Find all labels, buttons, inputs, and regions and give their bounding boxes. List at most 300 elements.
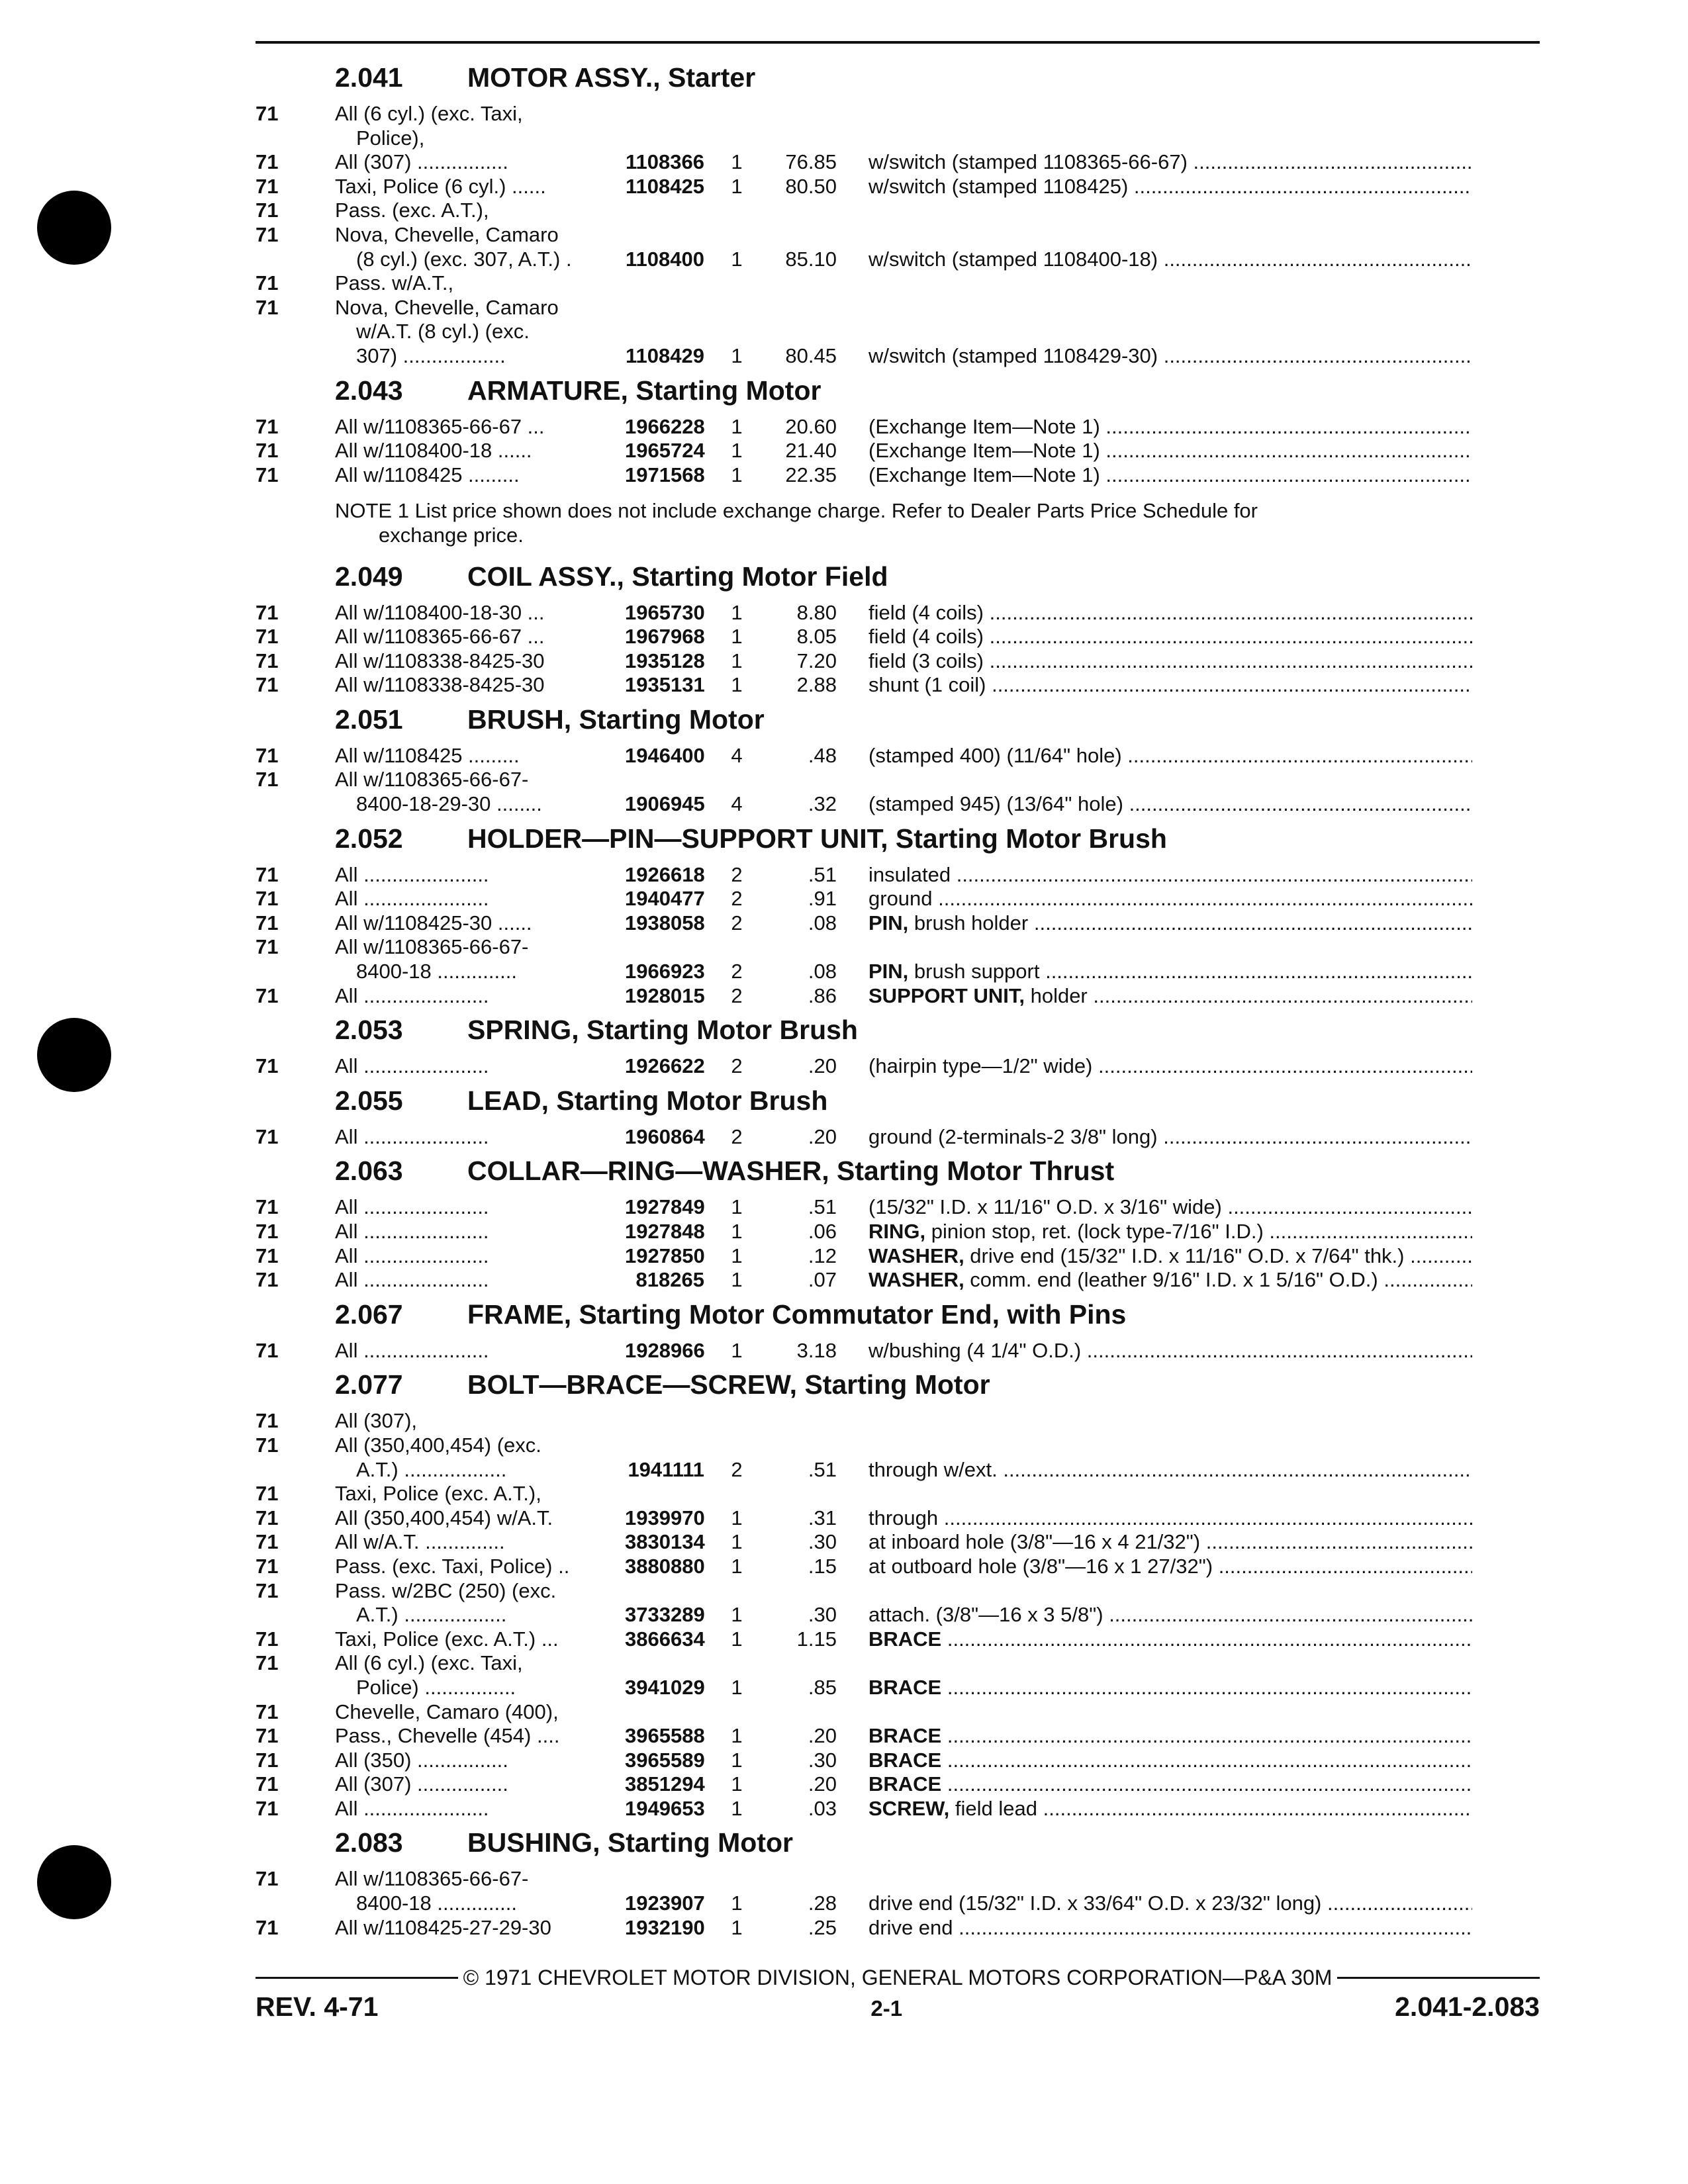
part-row: [256, 649, 1540, 674]
description: PIN, brush holder .....: [837, 911, 1472, 936]
part-row: [256, 126, 1540, 151]
part-number: 1108366: [626, 150, 704, 174]
application: Pass. w/2BC (250) (exc.: [335, 1578, 557, 1602]
application: All (6 cyl.) (exc. Taxi,: [335, 1651, 523, 1675]
application: All ......................: [335, 1054, 489, 1078]
application: All w/1108338-8425-30: [335, 649, 545, 672]
description: field (3 coils) .....: [837, 649, 1472, 674]
part-row: [256, 271, 1540, 296]
list-price: .07: [808, 1268, 837, 1292]
quantity: 1: [731, 1220, 743, 1243]
part-row: [256, 296, 1540, 320]
part-row: [256, 1054, 1540, 1079]
section-title: COIL ASSY., Starting Motor Field: [467, 561, 888, 592]
section-number: 2.067: [335, 1298, 403, 1330]
section-number: 2.051: [335, 704, 403, 735]
model-year: 71: [256, 222, 279, 246]
application: Taxi, Police (exc. A.T.) ...: [335, 1627, 559, 1651]
model-year: 71: [256, 673, 279, 697]
part-row: [256, 175, 1540, 199]
part-row: [256, 1506, 1540, 1531]
application: All ......................: [335, 1220, 489, 1243]
model-year: 71: [256, 768, 279, 792]
quantity: 2: [731, 862, 743, 886]
description: (Exchange Item—Note 1) .....: [837, 439, 1472, 463]
part-row: [256, 1916, 1540, 1940]
binder-hole: [37, 1018, 111, 1092]
part-number: 1949653: [625, 1796, 705, 1820]
application: All ......................: [335, 1195, 489, 1219]
quantity: 4: [731, 792, 743, 816]
list-price: .25: [808, 1915, 837, 1939]
model-year: 71: [256, 743, 279, 767]
part-row: [256, 1867, 1540, 1891]
part-number: 1928015: [625, 983, 705, 1007]
part-row: [256, 102, 1540, 126]
part-row: [256, 1195, 1540, 1220]
section-title: BOLT—BRACE—SCREW, Starting Motor: [467, 1369, 990, 1400]
part-row: [256, 601, 1540, 625]
quantity: 2: [731, 887, 743, 911]
part-row: [256, 1339, 1540, 1363]
model-year: 71: [256, 463, 279, 486]
catalog-section: [256, 555, 1540, 698]
description: attach. (3/8"—16 x 3 5/8") .....: [837, 1603, 1472, 1627]
catalog-section: [256, 698, 1540, 817]
section-number: 2.041: [335, 62, 403, 93]
part-number: 1939970: [625, 1506, 705, 1529]
description: (stamped 945) (13/64" hole) .....: [837, 792, 1472, 817]
section-number: 2.083: [335, 1827, 403, 1858]
part-number: 1960864: [625, 1124, 705, 1148]
list-price: 80.45: [785, 343, 837, 367]
part-number: 1935131: [625, 673, 705, 697]
list-price: .20: [808, 1124, 837, 1148]
part-number: 1108425: [626, 174, 704, 198]
binder-hole: [37, 1845, 111, 1919]
quantity: 1: [731, 1338, 743, 1362]
section-title: COLLAR—RING—WASHER, Starting Motor Thrust: [467, 1156, 1115, 1187]
list-price: 80.50: [785, 174, 837, 198]
quantity: 1: [731, 174, 743, 198]
list-price: .06: [808, 1220, 837, 1243]
part-number: 1966228: [625, 414, 705, 438]
section-number: 2.043: [335, 375, 403, 406]
model-year: 71: [256, 1700, 279, 1723]
application: All w/1108365-66-67-: [335, 935, 529, 959]
application: All w/1108425 .........: [335, 463, 520, 486]
description: drive end (15/32" I.D. x 33/64" O.D. x 23/32" long) .....: [837, 1891, 1472, 1916]
application: 8400-18 ..............: [356, 960, 517, 983]
part-row: [256, 887, 1540, 911]
section-title: LEAD, Starting Motor Brush: [467, 1085, 828, 1116]
list-price: .15: [808, 1554, 837, 1578]
part-number: 818265: [635, 1268, 704, 1292]
model-year: 71: [256, 911, 279, 934]
model-year: 71: [256, 887, 279, 911]
model-year: 71: [256, 439, 279, 463]
model-year: 71: [256, 1651, 279, 1675]
quantity: 1: [731, 1748, 743, 1772]
model-year: 71: [256, 649, 279, 672]
list-price: 2.88: [796, 673, 837, 697]
part-row: [256, 1220, 1540, 1244]
application: Nova, Chevelle, Camaro: [335, 222, 559, 246]
quantity: 1: [731, 1195, 743, 1219]
part-row: [256, 320, 1540, 344]
part-number: 1923907: [625, 1891, 705, 1915]
part-number: 1928966: [625, 1338, 705, 1362]
section-heading: [256, 555, 1540, 601]
part-row: [256, 1555, 1540, 1579]
part-row: [256, 1244, 1540, 1269]
part-row: [256, 344, 1540, 369]
model-year: 71: [256, 1530, 279, 1554]
application: All (307),: [335, 1409, 418, 1433]
section-title: SPRING, Starting Motor Brush: [467, 1015, 858, 1046]
list-price: .32: [808, 792, 837, 816]
part-row: [256, 1627, 1540, 1652]
part-number: 3965589: [625, 1748, 705, 1772]
model-year: 71: [256, 1627, 279, 1651]
model-year: 71: [256, 102, 279, 125]
description: WASHER, drive end (15/32" I.D. x 11/16" O.D. x 7/64" thk.) .....: [837, 1244, 1472, 1269]
quantity: 1: [731, 1772, 743, 1796]
model-year: 71: [256, 600, 279, 624]
catalog-section: [256, 369, 1540, 488]
application: Taxi, Police (6 cyl.) ......: [335, 174, 546, 198]
list-price: .30: [808, 1748, 837, 1772]
quantity: 1: [731, 343, 743, 367]
part-row: [256, 1651, 1540, 1676]
description: PIN, brush support .....: [837, 960, 1472, 984]
description: BRACE .....: [837, 1772, 1472, 1797]
model-year: 71: [256, 1268, 279, 1292]
part-row: [256, 673, 1540, 698]
part-row: [256, 1125, 1540, 1150]
section-title: MOTOR ASSY., Starter: [467, 62, 756, 93]
part-number: 3965588: [625, 1724, 705, 1748]
description: (Exchange Item—Note 1) .....: [837, 463, 1472, 488]
section-heading: [256, 1079, 1540, 1125]
application: All ......................: [335, 983, 489, 1007]
quantity: 1: [731, 1554, 743, 1578]
section-title: BRUSH, Starting Motor: [467, 704, 765, 735]
quantity: 2: [731, 960, 743, 983]
application: (8 cyl.) (exc. 307, A.T.) .: [356, 247, 572, 271]
list-price: .03: [808, 1796, 837, 1820]
quantity: 1: [731, 1530, 743, 1554]
model-year: 71: [256, 1244, 279, 1267]
section-range: 2.041-2.083: [1395, 1991, 1540, 2022]
part-row: [256, 248, 1540, 272]
part-row: [256, 863, 1540, 887]
section-heading: [256, 1149, 1540, 1195]
application: All w/1108425-30 ......: [335, 911, 532, 934]
quantity: 1: [731, 439, 743, 463]
quantity: 1: [731, 1724, 743, 1748]
part-row: [256, 1700, 1540, 1725]
application: 8400-18-29-30 ........: [356, 792, 542, 816]
description: ground .....: [837, 887, 1472, 911]
application: All ......................: [335, 887, 489, 911]
model-year: 71: [256, 199, 279, 222]
quantity: 1: [731, 1603, 743, 1627]
catalog-section: [256, 1079, 1540, 1150]
list-price: .20: [808, 1054, 837, 1078]
application: Pass. w/A.T.,: [335, 271, 454, 295]
application: All ......................: [335, 1124, 489, 1148]
section-number: 2.053: [335, 1015, 403, 1046]
part-number: 1926622: [625, 1054, 705, 1078]
application: Police),: [356, 126, 425, 150]
application: All w/1108365-66-67 ...: [335, 414, 545, 438]
list-price: 22.35: [785, 463, 837, 486]
part-number: 1108400: [626, 247, 704, 271]
application: All (350,400,454) (exc.: [335, 1433, 541, 1457]
description: SUPPORT UNIT, holder .....: [837, 984, 1472, 1009]
model-year: 71: [256, 862, 279, 886]
model-year: 71: [256, 1338, 279, 1362]
part-number: 1965730: [625, 600, 705, 624]
part-row: [256, 625, 1540, 649]
quantity: 1: [731, 1891, 743, 1915]
description: drive end .....: [837, 1916, 1472, 1940]
part-row: [256, 984, 1540, 1009]
description: at outboard hole (3/8"—16 x 1 27/32") .....: [837, 1555, 1472, 1579]
part-row: [256, 1772, 1540, 1797]
page-number: 2-1: [870, 1996, 903, 2021]
quantity: 1: [731, 1915, 743, 1939]
section-title: BUSHING, Starting Motor: [467, 1827, 793, 1858]
quantity: 1: [731, 600, 743, 624]
part-row: [256, 1409, 1540, 1433]
model-year: 71: [256, 1796, 279, 1820]
model-year: 71: [256, 1195, 279, 1219]
description: BRACE .....: [837, 1627, 1472, 1652]
part-number: 1927849: [625, 1195, 705, 1219]
application: All (6 cyl.) (exc. Taxi,: [335, 102, 523, 125]
description: RING, pinion stop, ret. (lock type-7/16" I.D.) .....: [837, 1220, 1472, 1244]
quantity: 1: [731, 673, 743, 697]
application: Taxi, Police (exc. A.T.),: [335, 1482, 541, 1506]
list-price: .08: [808, 911, 837, 934]
catalog-section: [256, 1008, 1540, 1079]
application: 307) ..................: [356, 343, 506, 367]
part-row: [256, 935, 1540, 960]
list-price: .08: [808, 960, 837, 983]
application: All (350) ................: [335, 1748, 508, 1772]
part-number: 3733289: [625, 1603, 705, 1627]
list-price: .51: [808, 1195, 837, 1219]
part-row: [256, 1724, 1540, 1749]
part-number: 1932190: [625, 1915, 705, 1939]
model-year: 71: [256, 935, 279, 959]
description: WASHER, comm. end (leather 9/16" I.D. x 1 5/16" O.D.) .....: [837, 1268, 1472, 1293]
description: (hairpin type—1/2" wide) .....: [837, 1054, 1472, 1079]
section-number: 2.049: [335, 561, 403, 592]
list-price: .51: [808, 862, 837, 886]
model-year: 71: [256, 1915, 279, 1939]
application: All w/1108365-66-67-: [335, 768, 529, 792]
application: All ......................: [335, 1796, 489, 1820]
quantity: 1: [731, 1796, 743, 1820]
binder-hole: [37, 191, 111, 265]
part-row: [256, 792, 1540, 817]
application: All ......................: [335, 1338, 489, 1362]
part-number: 3880880: [625, 1554, 705, 1578]
section-title: FRAME, Starting Motor Commutator End, with Pins: [467, 1298, 1127, 1330]
part-number: 1935128: [625, 649, 705, 672]
list-price: .31: [808, 1506, 837, 1529]
catalog-section: [256, 1149, 1540, 1292]
part-row: [256, 1676, 1540, 1700]
model-year: 71: [256, 625, 279, 649]
description: insulated .....: [837, 863, 1472, 887]
part-number: 1966923: [625, 960, 705, 983]
note-1: [256, 499, 1460, 547]
model-year: 71: [256, 414, 279, 438]
quantity: 2: [731, 1124, 743, 1148]
model-year: 71: [256, 1054, 279, 1078]
section-number: 2.052: [335, 823, 403, 854]
section-number: 2.077: [335, 1369, 403, 1400]
model-year: 71: [256, 1772, 279, 1796]
section-heading: [256, 1293, 1540, 1339]
catalog-section: [256, 1821, 1540, 1940]
section-heading: [256, 1821, 1540, 1867]
quantity: 4: [731, 743, 743, 767]
application: A.T.) ..................: [356, 1457, 507, 1481]
section-heading: [256, 369, 1540, 415]
description: (15/32" I.D. x 11/16" O.D. x 3/16" wide) .....: [837, 1195, 1472, 1220]
part-row: [256, 960, 1540, 984]
list-price: .30: [808, 1530, 837, 1554]
part-number: 1965724: [625, 439, 705, 463]
quantity: 1: [731, 150, 743, 174]
part-row: [256, 1268, 1540, 1293]
model-year: 71: [256, 1506, 279, 1529]
quantity: 2: [731, 983, 743, 1007]
part-row: [256, 223, 1540, 248]
section-heading: [256, 1008, 1540, 1054]
part-number: 1927850: [625, 1244, 705, 1267]
top-rule: [256, 41, 1540, 44]
copyright-line: [256, 1966, 1540, 1990]
part-number: 3866634: [625, 1627, 705, 1651]
description: field (4 coils) .....: [837, 625, 1472, 649]
quantity: 1: [731, 463, 743, 486]
application: All w/A.T. ..............: [335, 1530, 505, 1554]
catalog-section: [256, 56, 1540, 369]
model-year: 71: [256, 1578, 279, 1602]
list-price: .86: [808, 983, 837, 1007]
section-heading: [256, 56, 1540, 102]
description: w/switch (stamped 1108365-66-67) .....: [837, 150, 1472, 175]
page-footer: [256, 1966, 1540, 2023]
part-number: 1946400: [625, 743, 705, 767]
part-row: [256, 768, 1540, 792]
description: w/switch (stamped 1108400-18) .....: [837, 248, 1472, 272]
part-row: [256, 439, 1540, 463]
part-row: [256, 1603, 1540, 1627]
model-year: 71: [256, 1554, 279, 1578]
model-year: 71: [256, 1409, 279, 1433]
application: w/A.T. (8 cyl.) (exc.: [356, 320, 530, 343]
description: field (4 coils) .....: [837, 601, 1472, 625]
quantity: 1: [731, 649, 743, 672]
part-row: [256, 1482, 1540, 1506]
part-row: [256, 150, 1540, 175]
quantity: 1: [731, 1627, 743, 1651]
part-number: 1906945: [625, 792, 705, 816]
description: shunt (1 coil) .....: [837, 673, 1472, 698]
list-price: 76.85: [785, 150, 837, 174]
part-number: 1971568: [625, 463, 705, 486]
description: at inboard hole (3/8"—16 x 4 21/32") .....: [837, 1530, 1472, 1555]
application: All ......................: [335, 862, 489, 886]
list-price: 8.80: [796, 600, 837, 624]
quantity: 1: [731, 1675, 743, 1699]
part-row: [256, 911, 1540, 936]
section-number: 2.055: [335, 1085, 403, 1116]
application: All (350,400,454) w/A.T.: [335, 1506, 553, 1529]
description: SCREW, field lead .....: [837, 1797, 1472, 1821]
list-price: 8.05: [796, 625, 837, 649]
application: 8400-18 ..............: [356, 1891, 517, 1915]
revision-label: REV. 4-71: [256, 1991, 379, 2022]
section-number: 2.063: [335, 1156, 403, 1187]
list-price: 85.10: [785, 247, 837, 271]
quantity: 1: [731, 414, 743, 438]
part-number: 3851294: [625, 1772, 705, 1796]
list-price: 7.20: [796, 649, 837, 672]
part-row: [256, 744, 1540, 768]
part-row: [256, 1433, 1540, 1458]
part-row: [256, 1797, 1540, 1821]
quantity: 1: [731, 625, 743, 649]
part-number: 3941029: [625, 1675, 705, 1699]
list-price: 3.18: [796, 1338, 837, 1362]
part-number: 1938058: [625, 911, 705, 934]
catalog-section: [256, 817, 1540, 1009]
description: BRACE .....: [837, 1676, 1472, 1700]
application: All w/1108425 .........: [335, 743, 520, 767]
description: w/bushing (4 1/4" O.D.) .....: [837, 1339, 1472, 1363]
list-price: .20: [808, 1772, 837, 1796]
application: Chevelle, Camaro (400),: [335, 1700, 559, 1723]
quantity: 2: [731, 911, 743, 934]
model-year: 71: [256, 174, 279, 198]
model-year: 71: [256, 1748, 279, 1772]
part-number: 1927848: [625, 1220, 705, 1243]
list-price: .51: [808, 1457, 837, 1481]
list-price: .28: [808, 1891, 837, 1915]
quantity: 1: [731, 247, 743, 271]
model-year: 71: [256, 983, 279, 1007]
model-year: 71: [256, 1482, 279, 1506]
model-year: 71: [256, 1433, 279, 1457]
list-price: .20: [808, 1724, 837, 1748]
section-heading: [256, 1363, 1540, 1409]
parts-catalog: [256, 56, 1540, 1940]
model-year: 71: [256, 295, 279, 319]
application: All w/1108400-18-30 ...: [335, 600, 545, 624]
list-price: .30: [808, 1603, 837, 1627]
list-price: 1.15: [796, 1627, 837, 1651]
application: All (307) ................: [335, 150, 508, 174]
model-year: 71: [256, 1724, 279, 1748]
